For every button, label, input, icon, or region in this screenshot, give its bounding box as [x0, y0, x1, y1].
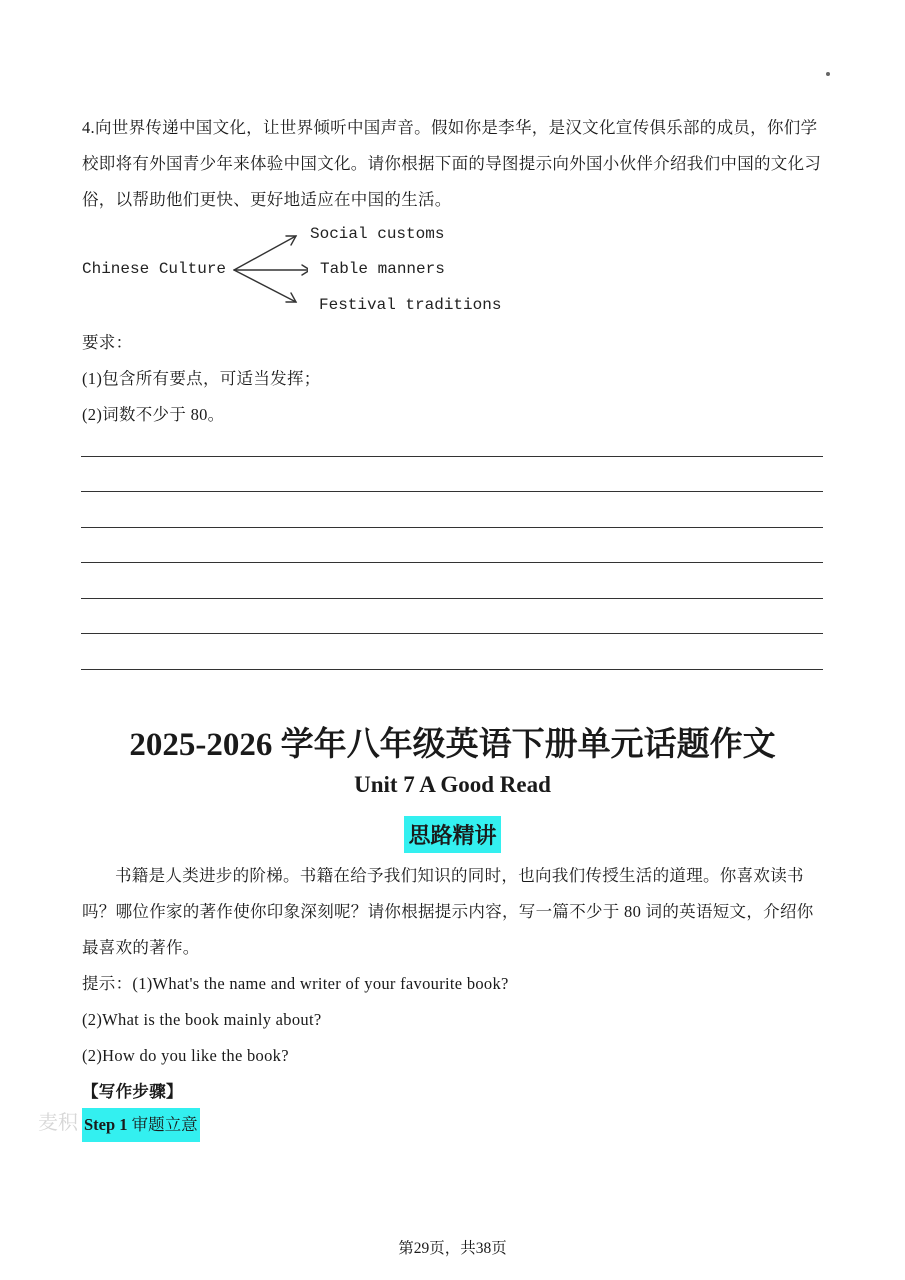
- step-1-text: 审题立意: [131, 1115, 198, 1134]
- corner-dot: [826, 72, 830, 76]
- intro-paragraph: 书籍是人类进步的阶梯。书籍在给予我们知识的同时，也向我们传授生活的道理。你喜欢读书吗？哪位作家的著作使你印象深刻呢？请你根据提示内容，写一篇不少于 80 词的英语短文，介绍你最喜欢的著作。: [82, 866, 814, 957]
- writing-line[interactable]: [81, 633, 823, 634]
- step-1-highlight: [82, 1108, 200, 1142]
- mindmap-branch-festival: Festival traditions: [319, 296, 502, 314]
- mindmap-arrows: [228, 226, 308, 308]
- writing-line[interactable]: [81, 562, 823, 563]
- steps-title: 【写作步骤】: [82, 1082, 183, 1101]
- mindmap-branch-table: Table manners: [320, 260, 445, 278]
- section-badge: 思路精讲: [404, 816, 500, 853]
- hint-1: 提示：(1)What's the name and writer of your favourite book?: [82, 974, 509, 993]
- watermark: 麦积: [38, 1112, 78, 1134]
- writing-line[interactable]: [81, 456, 823, 457]
- hint-2: (2)What is the book mainly about?: [82, 1010, 322, 1029]
- requirement-1: (1)包含所有要点，可适当发挥；: [82, 369, 321, 388]
- writing-line[interactable]: [81, 669, 823, 670]
- step-1-label: Step 1: [84, 1115, 128, 1134]
- question-4-text: 4.向世界传递中国文化，让世界倾听中国声音。假如你是李华，是汉文化宣传俱乐部的成员，你们学校即将有外国青少年来体验中国文化。请你根据下面的导图提示向外国小伙伴介绍我们中国的文化习俗，以帮助他们更快、更好地适应在中国的生活。: [82, 118, 822, 209]
- requirement-2: (2)词数不少于 80。: [82, 405, 225, 424]
- mindmap-branch-social: Social customs: [310, 225, 445, 243]
- writing-line[interactable]: [81, 598, 823, 599]
- writing-line[interactable]: [81, 491, 823, 492]
- section-title: 2025-2026 学年八年级英语下册单元话题作文: [129, 727, 776, 763]
- badge-wrap: [0, 816, 905, 853]
- unit-title: Unit 7 A Good Read: [354, 772, 551, 797]
- requirements-title: 要求：: [82, 333, 133, 352]
- writing-line[interactable]: [81, 527, 823, 528]
- hint-3: (2)How do you like the book?: [82, 1046, 289, 1065]
- mindmap-root: Chinese Culture: [82, 260, 227, 278]
- step-1: [82, 1108, 200, 1142]
- page-footer: 第29页，共38页: [398, 1240, 507, 1257]
